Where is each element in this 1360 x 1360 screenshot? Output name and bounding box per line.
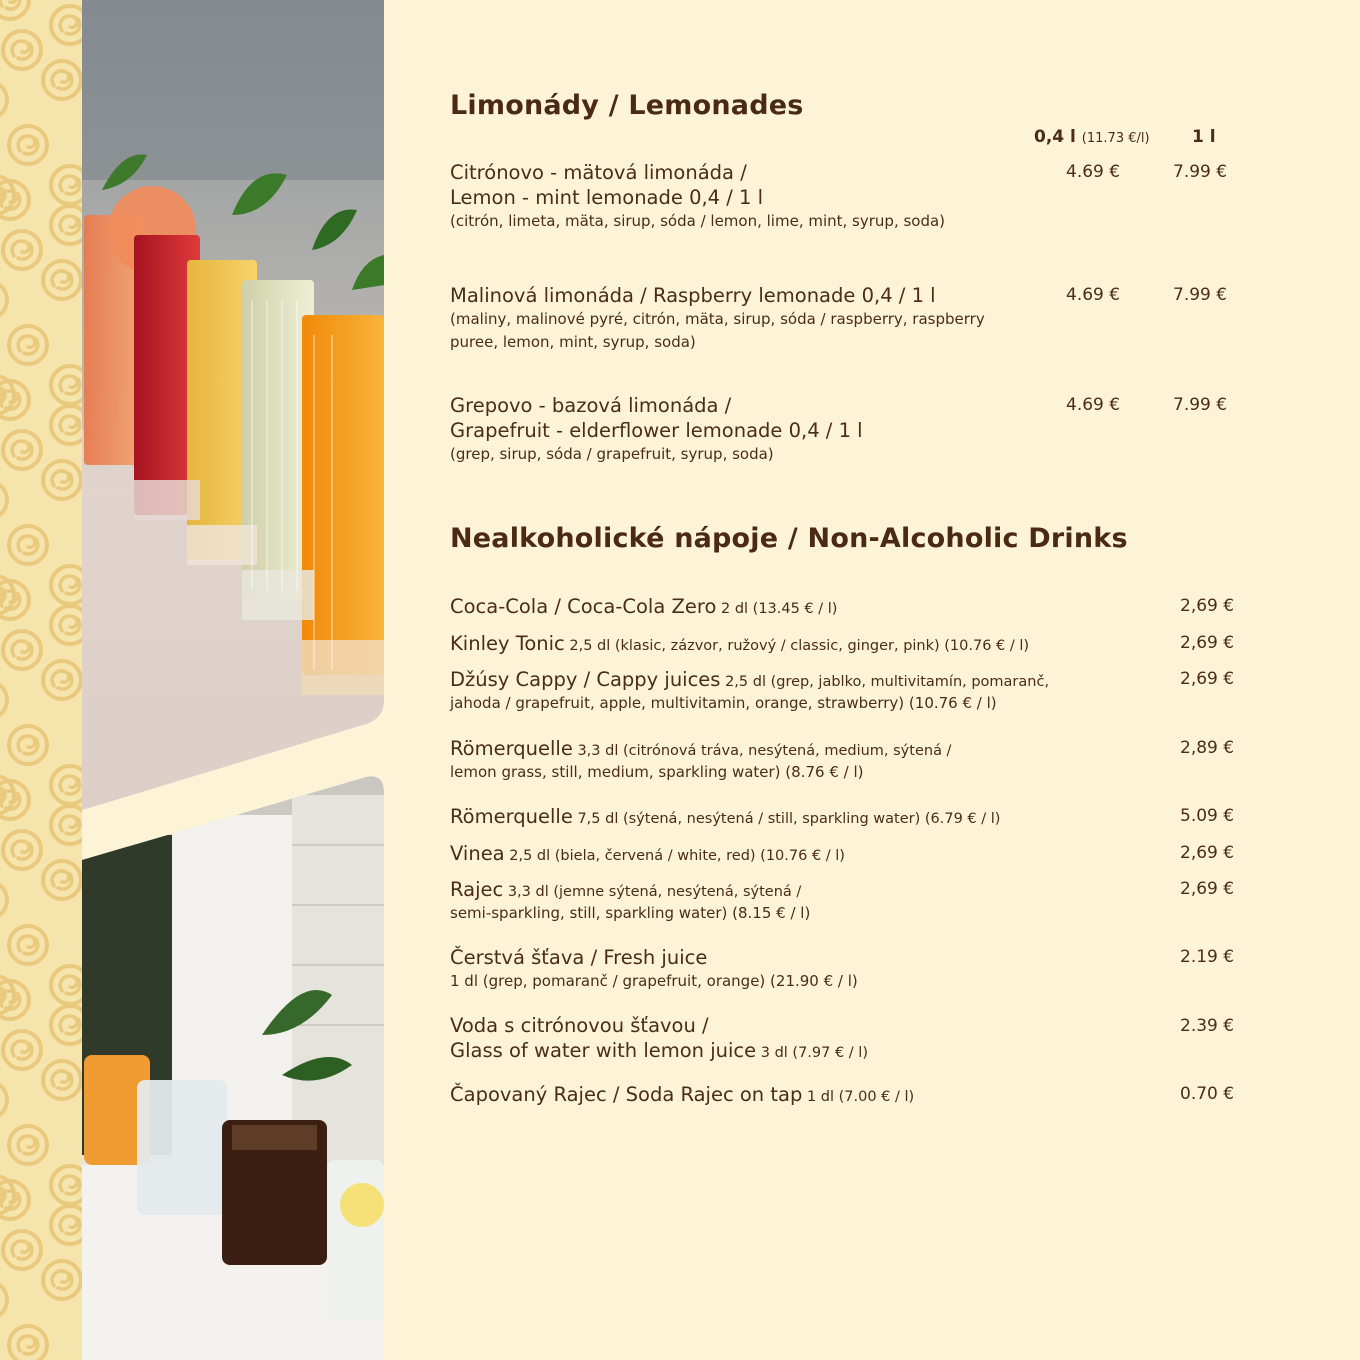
drink-item: [450, 1082, 914, 1110]
drink-detail: 3,3 dl (citrónová tráva, nesýtená, medium, sýtená /: [572, 743, 952, 759]
drink-item: [450, 804, 1000, 832]
drink-name: Coca-Cola / Coca-Cola Zero: [450, 595, 717, 618]
drink-item: [450, 841, 845, 869]
drink-name: Römerquelle: [450, 805, 573, 828]
drink-item: [450, 736, 951, 764]
price-large: 7.99 €: [1173, 162, 1228, 182]
price-small: 4.69 €: [1066, 162, 1121, 182]
drink-price: 2,89 €: [1180, 738, 1235, 758]
drink-detail: 3 dl (7.97 € / l): [756, 1045, 868, 1061]
price-large: 7.99 €: [1173, 395, 1228, 415]
decorative-pattern-strip: [0, 0, 82, 1360]
drink-item: [450, 631, 1029, 659]
lemonade-item-description: puree, lemon, mint, syrup, soda): [450, 333, 696, 351]
drink-subdetail: 1 dl (grep, pomaranč / grapefruit, orange) (21.90 € / l): [450, 972, 858, 990]
drink-name: Čapovaný Rajec / Soda Rajec on tap: [450, 1083, 803, 1106]
lemonade-item-description: (citrón, limeta, mäta, sirup, sóda / lemon, lime, mint, syrup, soda): [450, 212, 946, 230]
drink-price: 2,69 €: [1180, 596, 1235, 616]
drink-detail: 1 dl (7.00 € / l): [802, 1089, 915, 1105]
menu-content: [450, 0, 1250, 1360]
drink-name: Voda s citrónovou šťavou /: [450, 1014, 709, 1037]
swirl-pattern-icon: [0, 0, 82, 1360]
drink-detail: 7,5 dl (sýtená, nesýtená / still, sparkling water) (6.79 € / l): [572, 811, 1001, 827]
drink-item: [450, 945, 707, 970]
lemonades-section-title: Limonády / Lemonades: [450, 90, 804, 121]
drink-name: Kinley Tonic: [450, 632, 565, 655]
drink-detail: 2,5 dl (biela, červená / white, red) (10.76 € / l): [504, 848, 845, 864]
price-small: 4.69 €: [1066, 285, 1121, 305]
drink-name: Rajec: [450, 878, 504, 901]
drink-name: Čerstvá šťava / Fresh juice: [450, 946, 708, 969]
drink-item: [450, 1013, 709, 1038]
column-header-small: [1034, 127, 1150, 147]
lemonade-item-description: (maliny, malinové pyré, citrón, mäta, sirup, sóda / raspberry, raspberry: [450, 310, 985, 328]
drink-item: [450, 594, 837, 622]
drink-name: Römerquelle: [450, 737, 573, 760]
soft-drinks-photo: [82, 775, 384, 1360]
lemonade-item-description: (grep, sirup, sóda / grapefruit, syrup, soda): [450, 445, 774, 463]
drink-item: [450, 667, 1049, 695]
drink-price: 5.09 €: [1180, 806, 1235, 826]
drink-subdetail: lemon grass, still, medium, sparkling water) (8.76 € / l): [450, 763, 864, 781]
drinks-section-title: Nealkoholické nápoje / Non-Alcoholic Drinks: [450, 523, 1128, 554]
column-header-small-size: 0,4 l: [1034, 127, 1076, 147]
drink-detail: 2 dl (13.45 € / l): [716, 601, 838, 617]
drink-price: 2,69 €: [1180, 879, 1235, 899]
column-header-large: 1 l: [1192, 127, 1216, 147]
lemonade-item-name: Malinová limonáda / Raspberry lemonade 0,4 / 1 l: [450, 284, 936, 307]
drink-detail: 2,5 dl (klasic, zázvor, ružový / classic, ginger, pink) (10.76 € / l): [564, 638, 1030, 654]
drink-name: Vinea: [450, 842, 505, 865]
drink-item: [450, 1038, 868, 1066]
lemonade-photo: [82, 0, 384, 810]
lemonade-item-name: Lemon - mint lemonade 0,4 / 1 l: [450, 186, 764, 209]
lemonade-item-name: Grepovo - bazová limonáda /: [450, 394, 732, 417]
drink-price: 2,69 €: [1180, 669, 1235, 689]
drink-name: Džúsy Cappy / Cappy juices: [450, 668, 721, 691]
price-large: 7.99 €: [1173, 285, 1228, 305]
drink-item: [450, 877, 801, 905]
drink-price: 2.39 €: [1180, 1016, 1235, 1036]
drink-price: 2,69 €: [1180, 843, 1235, 863]
lemonade-item-name: Citrónovo - mätová limonáda /: [450, 161, 747, 184]
drink-subdetail: semi-sparkling, still, sparkling water) (8.15 € / l): [450, 904, 811, 922]
drink-detail: 3,3 dl (jemne sýtená, nesýtená, sýtená /: [503, 884, 802, 900]
column-header-small-note: (11.73 €/l): [1081, 131, 1150, 146]
drink-name: Glass of water with lemon juice: [450, 1039, 757, 1062]
drink-price: 2,69 €: [1180, 633, 1235, 653]
drink-price: 2.19 €: [1180, 947, 1235, 967]
drink-detail: 2,5 dl (grep, jablko, multivitamín, pomaranč,: [720, 674, 1050, 690]
lemonade-item-name: Grapefruit - elderflower lemonade 0,4 / 1 l: [450, 419, 863, 442]
price-small: 4.69 €: [1066, 395, 1121, 415]
drink-price: 0.70 €: [1180, 1084, 1235, 1104]
drink-subdetail: jahoda / grapefruit, apple, multivitamin, orange, strawberry) (10.76 € / l): [450, 694, 997, 712]
